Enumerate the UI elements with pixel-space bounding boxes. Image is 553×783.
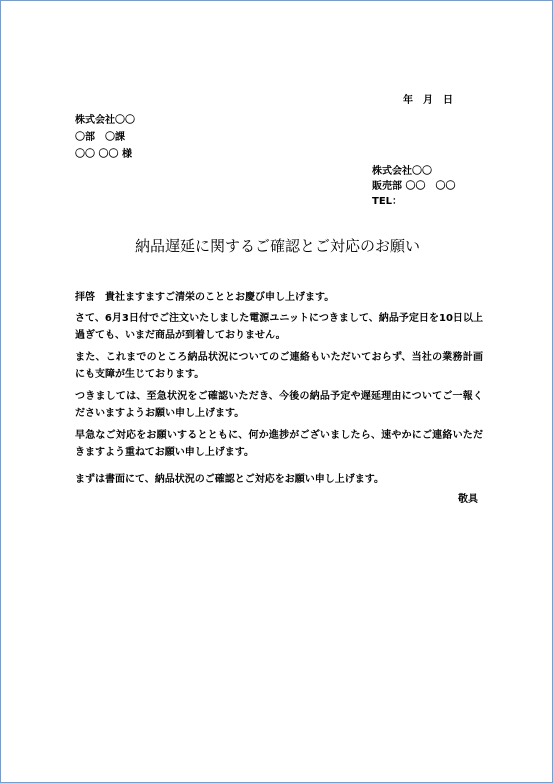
greeting-paragraph: 拝啓 貴社ますますご清栄のこととお慶び申し上げます。 (75, 292, 335, 303)
recipient-department: 〇部 〇課 (75, 132, 125, 143)
sender-department-name: 販売部 〇〇 〇〇 (372, 181, 456, 192)
body-paragraph-followup: 早急なご対応をお願いするとともに、何か進捗がございましたら、速やかにご連絡いただきますよう重ねてお願い申し上げます。 (75, 430, 483, 458)
letter-title: 納品遅延に関するご確認とご対応のお願い (134, 237, 420, 255)
recipient-company: 株式会社〇〇 (75, 115, 135, 126)
date-line: 年 月 日 (403, 95, 453, 106)
sender-tel: TEL： (372, 196, 403, 207)
body-paragraph-order: さて、6月3日付でご注文いたしました電源ユニットにつきまして、納品予定日を10日以上過ぎても、いまだ商品が到着しておりません。 (75, 313, 483, 341)
closing-word: 敬具 (458, 494, 478, 505)
body-paragraph-request: つきましては、至急状況をご確認いただき、今後の納品予定や遅延理由についてご一報くださいますようお願い申し上げます。 (75, 391, 483, 419)
sender-company: 株式会社〇〇 (372, 166, 432, 177)
recipient-name: 〇〇 〇〇 様 (75, 149, 132, 160)
body-paragraph-closing: まずは書面にて、納品状況のご確認とご対応をお願い申し上げます。 (75, 474, 384, 485)
body-paragraph-impact: また、これまでのところ納品状況についてのご連絡もいただいておらず、当社の業務計画にも支障が生じております。 (75, 352, 483, 380)
